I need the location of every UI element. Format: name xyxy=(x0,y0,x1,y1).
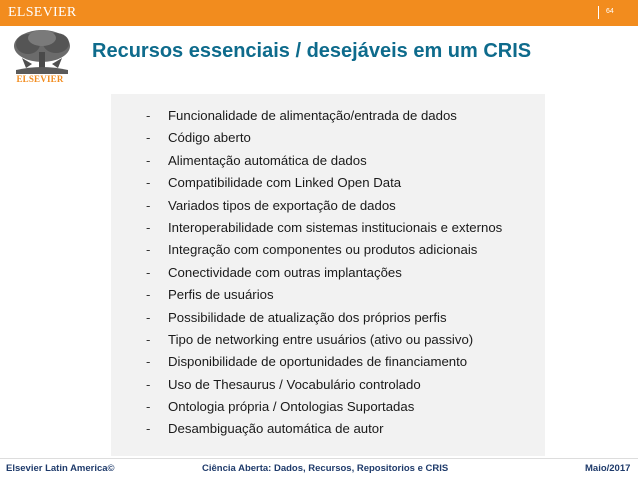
header-divider xyxy=(598,6,599,19)
list-item-text: Disponibilidade de oportunidades de financiamento xyxy=(168,354,468,370)
list-item-text: Integração com componentes ou produtos adicionais xyxy=(168,242,478,258)
slide-title: Recursos essenciais / desejáveis em um CRIS xyxy=(92,40,532,62)
bullet-marker: - xyxy=(146,152,151,168)
footer-copyright: Elsevier Latin America© xyxy=(6,463,115,474)
bullet-marker: - xyxy=(146,108,151,123)
bullet-marker: - xyxy=(146,197,151,213)
bullet-marker: - xyxy=(146,130,151,146)
bullet-marker: - xyxy=(146,376,151,392)
list-item-text: Tipo de networking entre usuários (ativo ou passivo) xyxy=(168,331,474,347)
header-bar xyxy=(0,0,638,26)
bullet-marker: - xyxy=(146,331,151,347)
bullet-marker: - xyxy=(146,242,151,258)
header-brand: ELSEVIER xyxy=(8,5,77,20)
bullet-marker: - xyxy=(146,287,151,303)
list-item-text: Alimentação automática de dados xyxy=(168,152,367,168)
list-item-text: Conectividade com outras implantações xyxy=(168,264,402,280)
bullet-marker: - xyxy=(146,354,151,370)
list-item-text: Código aberto xyxy=(168,130,251,146)
list-item-text: Ontologia própria / Ontologias Suportadas xyxy=(168,399,415,415)
logo-wordmark: ELSEVIER xyxy=(16,74,64,84)
bullet-marker: - xyxy=(146,399,151,415)
bullet-marker: - xyxy=(146,219,151,235)
bullet-marker: - xyxy=(146,421,151,437)
list-item-text: Perfis de usuários xyxy=(168,287,274,303)
list-item-text: Desambiguação automática de autor xyxy=(168,421,384,437)
bullet-marker: - xyxy=(146,264,151,280)
list-item-text: Funcionalidade de alimentação/entrada de dados xyxy=(168,108,457,123)
footer-date: Maio/2017 xyxy=(585,463,631,474)
list-item-text: Possibilidade de atualização dos próprios perfis xyxy=(168,309,447,325)
list-item-text: Uso de Thesaurus / Vocabulário controlado xyxy=(168,376,421,392)
list-item-text: Variados tipos de exportação de dados xyxy=(168,197,396,213)
page-number: 64 xyxy=(606,8,614,15)
bullet-marker: - xyxy=(146,309,151,325)
list-item-text: Compatibilidade com Linked Open Data xyxy=(168,175,402,191)
footer-divider xyxy=(0,458,638,459)
list-item-text: Interoperabilidade com sistemas institucionais e externos xyxy=(168,219,503,235)
footer-presentation-title: Ciência Aberta: Dados, Recursos, Repositorios e CRIS xyxy=(202,463,449,474)
bullet-marker: - xyxy=(146,175,151,191)
